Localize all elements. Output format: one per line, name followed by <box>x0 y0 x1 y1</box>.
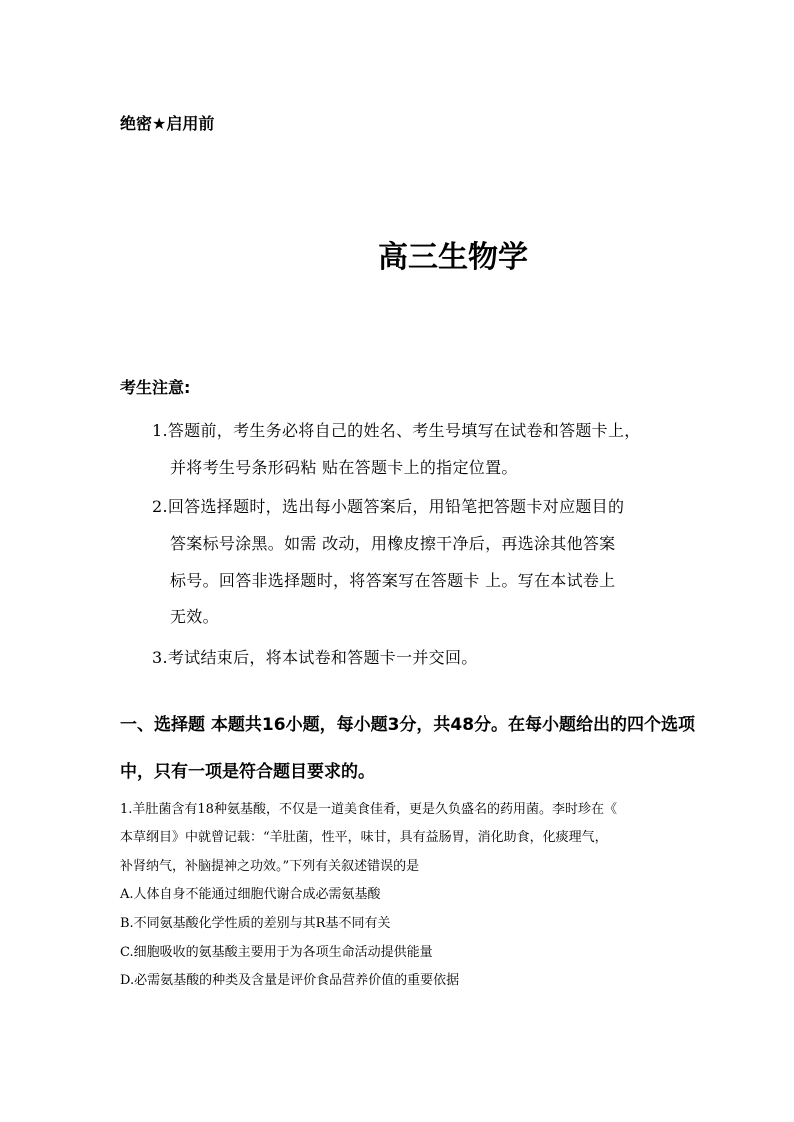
notice-item-3-line-1: 3.考试结束后，将本试卷和答题卡一并交回。 <box>152 648 478 667</box>
section-heading-line-1: 一、选择题 本题共16小题，每小题3分，共48分。在每小题给出的四个选项 <box>120 715 696 735</box>
notice-item-1-line-1: 1.答题前，考生务必将自己的姓名、考生号填写在试卷和答题卡上， <box>152 421 641 440</box>
question-1-stem-line-1: 1.羊肚菌含有18种氨基酸，不仅是一道美食佳肴，更是久负盛名的药用菌。李时珍在《 <box>120 802 617 817</box>
notice-item-2-line-2: 答案标号涂黑。如需 改动，用橡皮擦干净后，再选涂其他答案 <box>170 534 616 553</box>
notice-item-2-line-3: 标号。回答非选择题时，将答案写在答题卡 上。写在本试卷上 <box>170 571 616 590</box>
notice-heading: 考生注意: <box>120 378 191 397</box>
confidential-mark: 绝密★启用前 <box>120 114 215 133</box>
notice-item-1-line-2: 并将考生号条形码粘 贴在答题卡上的指定位置。 <box>170 458 518 477</box>
question-1-option-a: A.人体自身不能通过细胞代谢合成必需氨基酸 <box>120 887 381 902</box>
question-1-option-d: D.必需氨基酸的种类及含量是评价食品营养价值的重要依据 <box>120 973 460 988</box>
question-1-option-c: C.细胞吸收的氨基酸主要用于为各项生命活动提供能量 <box>120 945 433 960</box>
question-1-option-b: B.不同氨基酸化学性质的差别与其R基不同有关 <box>120 916 391 931</box>
notice-item-2-line-4: 无效。 <box>170 607 219 626</box>
question-1-stem-line-2: 本草纲目》中就曾记载：“羊肚菌，性平，味甘，具有益肠胃，消化助食，化痰理气， <box>120 830 608 845</box>
question-1-stem-line-3: 补肾纳气，补脑提神之功效。”下列有关叙述错误的是 <box>120 859 420 874</box>
section-heading-line-2: 中，只有一项是符合题目要求的。 <box>120 762 375 782</box>
notice-item-2-line-1: 2.回答选择题时，选出每小题答案后，用铅笔把答题卡对应题目的 <box>152 497 625 516</box>
page-title: 高三生物学 <box>378 240 528 275</box>
